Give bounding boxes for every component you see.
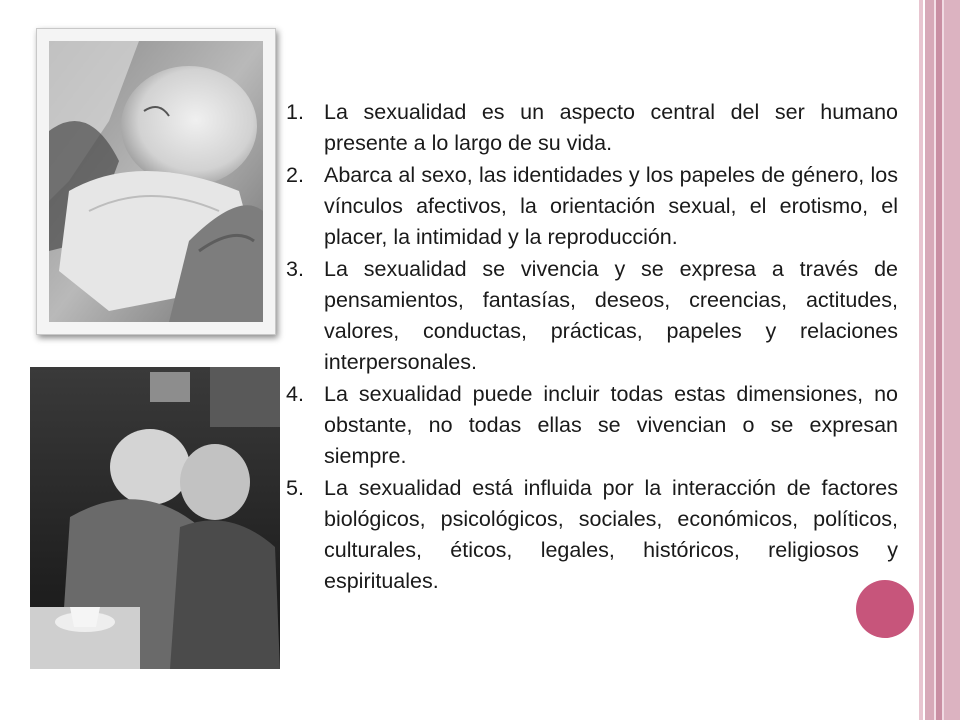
- decorative-stripe: [944, 0, 960, 720]
- list-item: [286, 473, 898, 597]
- list-number: 2.: [286, 163, 304, 187]
- list-text: Abarca al sexo, las identidades y los papeles de género, los vínculos afectivos, la orientación sexual, el erotismo, el placer, la intimidad y la reproducción.: [324, 163, 898, 249]
- list-number: 1.: [286, 100, 304, 124]
- list-item: [286, 160, 898, 253]
- list-text: La sexualidad es un aspecto central del ser humano presente a lo largo de su vida.: [324, 100, 898, 155]
- list-item: [286, 254, 898, 378]
- decorative-stripe: [925, 0, 934, 720]
- list-text: La sexualidad puede incluir todas estas dimensiones, no obstante, no todas ellas se vivencian o se expresan siempre.: [324, 382, 898, 468]
- content-list: [286, 97, 898, 598]
- list-item: [286, 379, 898, 472]
- list-text: La sexualidad se vivencia y se expresa a través de pensamientos, fantasías, deseos, creencias, actitudes, valores, conductas, prácticas, papeles y relaciones interpersonales.: [324, 257, 898, 374]
- list-item: [286, 97, 898, 159]
- list-text: La sexualidad está influida por la interacción de factores biológicos, psicológicos, sociales, económicos, políticos, culturales, éticos, legales, históricos, religiosos y espirituales.: [324, 476, 898, 593]
- list-number: 3.: [286, 257, 304, 281]
- list-number: 5.: [286, 476, 304, 500]
- accent-circle: [856, 580, 914, 638]
- list-number: 4.: [286, 382, 304, 406]
- elderly-couple-photo: [30, 367, 280, 669]
- baby-photo-frame: [36, 28, 276, 335]
- baby-photo: [49, 41, 263, 322]
